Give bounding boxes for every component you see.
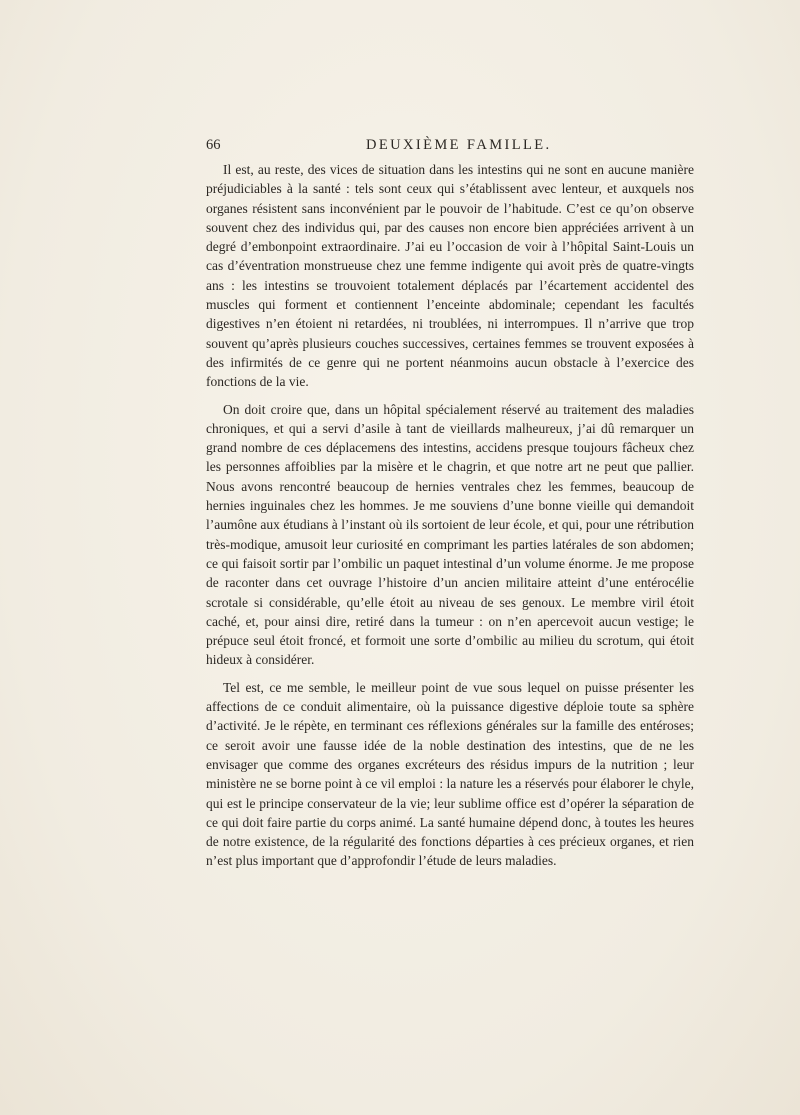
- paragraph-1: Il est, au reste, des vices de situation dans les intestins qui ne sont en aucune manière préjudiciables à la santé : tels sont ceux qui s’établissent avec lenteur, et auxquels nos organes résistent sans inconvénient par le pouvoir de l’habitude. C’est ce qu’on observe souvent chez des individus qui, par des causes non encore bien appréciées arrivent à un degré d’embonpoint extraordinaire. J’ai eu l’occasion de voir à l’hôpital Saint-Louis un cas d’éventration monstrueuse chez une femme indigente qui avoit près de quatre-vingts ans : les intestins se trouvoient totalement déplacés par l’écartement accidentel des muscles qui forment et contiennent l’enceinte abdominale; cependant les facultés digestives n’en étoient ni retardées, ni troublées, ni interrompues. Il n’arrive que trop souvent qu’après plusieurs couches successives, certaines femmes se trouvent exposées à des infirmités de ce genre qui ne portent néanmoins aucun obstacle à l’exercice des fonctions de la vie.: [206, 162, 694, 390]
- page-header: [206, 137, 694, 159]
- page-number: 66: [206, 137, 221, 153]
- paragraph-2: On doit croire que, dans un hôpital spécialement réservé au traitement des maladies chroniques, et qui a servi d’asile à tant de vieillards malheureux, j’ai dû remarquer un grand nombre de ces déplacemens des intestins, accidens presque toujours fâcheux chez les personnes affoiblies par la misère et le chagrin, et que notre art ne peut que pallier. Nous avons rencontré beaucoup de hernies ventrales chez les femmes, beaucoup de hernies inguinales chez les hommes. Je me souviens d’une bonne vieille qui demandoit l’aumône aux étudians à l’instant où ils sortoient de leur école, et qui, pour une rétribution très-modique, amusoit leur curiosité en comprimant les parties latérales de son abdomen; ce qui faisoit sortir par l’ombilic un paquet intestinal d’un volume énorme. Je me propose de raconter dans cet ouvrage l’histoire d’un ancien militaire atteint d’une entérocélie scrotale si considérable, qu’elle étoit au niveau de ses genoux. Le membre viril étoit caché, et, pour ainsi dire, retiré dans la tumeur : on n’en apercevoit aucun vestige; le prépuce seul étoit froncé, et formoit une sorte d’ombilic au milieu du scrotum, qui étoit hideux à considérer.: [206, 401, 694, 668]
- running-title: DEUXIÈME FAMILLE.: [366, 137, 552, 153]
- body-text: [206, 160, 694, 879]
- paragraph-3: Tel est, ce me semble, le meilleur point de vue sous lequel on puisse présenter les affections de ce conduit alimentaire, où la puissance digestive déploie toute sa sphère d’activité. Je le répète, en terminant ces réflexions générales sur la famille des entéroses; ce seroit avoir une fausse idée de la noble destination des intestins, que de ne les envisager que comme des organes excréteurs des résidus impurs de la nutrition ; leur ministère ne se borne point à ce vil emploi : la nature les a réservés pour élaborer le chyle, qui est le principe conservateur de la vie; leur sublime office est d’opérer la séparation de ce qui doit faire partie du corps animé. La santé humaine dépend donc, à toutes les heures de notre existence, de la régularité des fonctions départies à ces précieux organes, et rien n’est plus important que d’approfondir l’étude de leurs maladies.: [206, 679, 694, 869]
